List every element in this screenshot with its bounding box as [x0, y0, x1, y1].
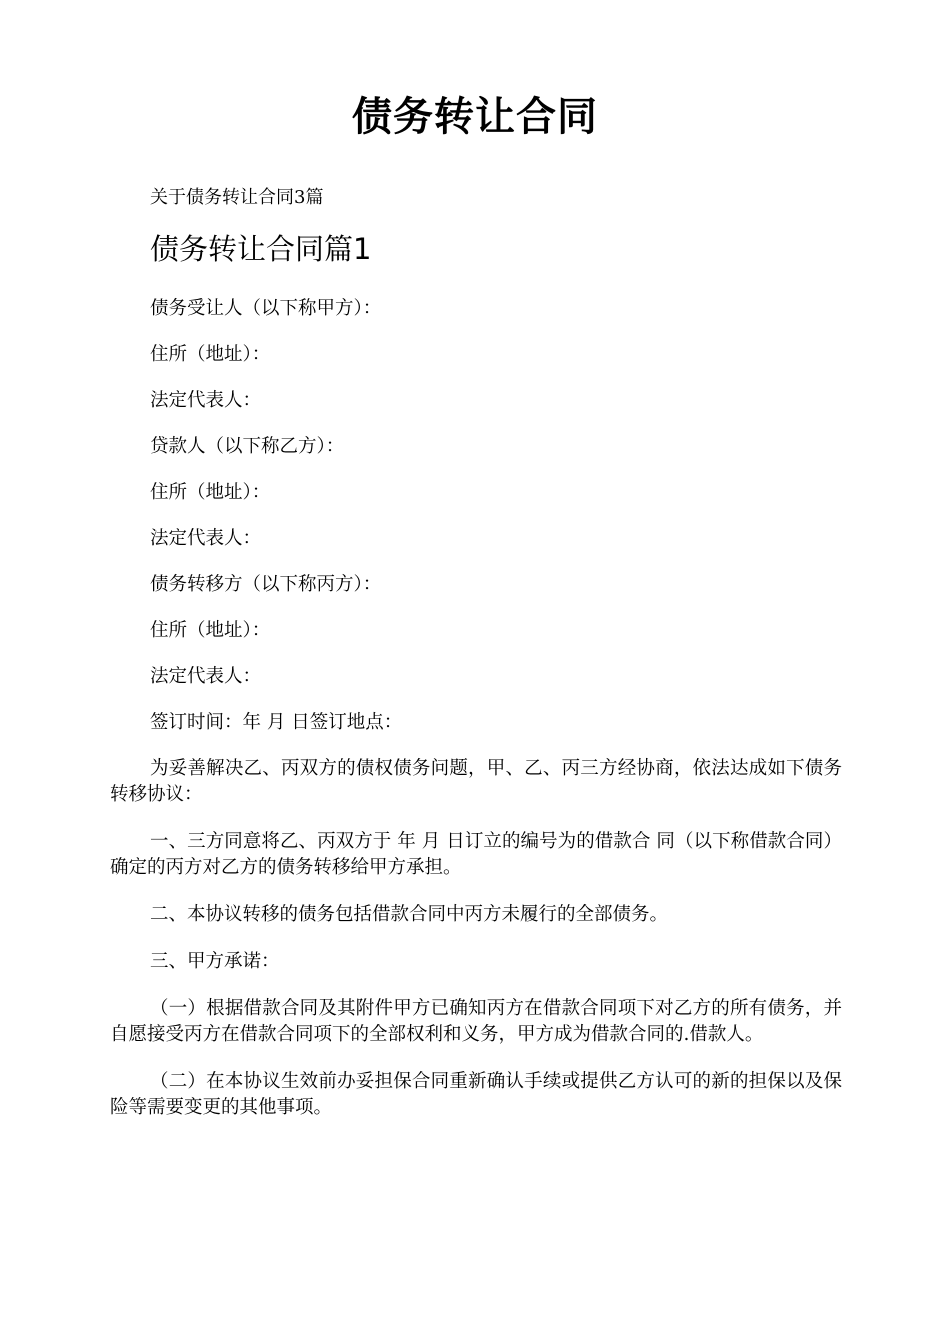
paragraph-clause-3: 三、甲方承诺：: [150, 951, 280, 972]
field-transferor-address: 住所（地址）：: [150, 620, 271, 641]
document-subtitle: 关于债务转让合同3篇: [150, 187, 324, 208]
document-body: [110, 296, 842, 1142]
field-transferee: 债务受让人（以下称甲方）：: [150, 298, 382, 319]
document-title: 债务转让合同: [352, 94, 598, 140]
field-lender-address: 住所（地址）：: [150, 482, 271, 503]
section-heading: 债务转让合同篇1: [150, 232, 372, 266]
paragraph-clause-3-2: （二）在本协议生效前办妥担保合同重新确认手续或提供乙方认可的新的担保以及保险等需要变更的其他事项。: [110, 1071, 842, 1118]
field-transferee-representative: 法定代表人：: [150, 390, 262, 411]
field-transferor-representative: 法定代表人：: [150, 666, 262, 687]
field-lender-representative: 法定代表人：: [150, 528, 262, 549]
paragraph-clause-2: 二、本协议转移的债务包括借款合同中丙方未履行的全部债务。: [150, 904, 669, 925]
field-lender: 贷款人（以下称乙方）：: [150, 436, 345, 457]
paragraph-clause-1: 一、三方同意将乙、丙双方于 年 月 日订立的编号为的借款合 同（以下称借款合同）确定的丙方对乙方的债务转移给甲方承担。: [110, 831, 842, 878]
field-signing-info: 签订时间：年 月 日签订地点：: [150, 712, 403, 733]
field-transferee-address: 住所（地址）：: [150, 344, 271, 365]
paragraph-clause-3-1: （一）根据借款合同及其附件甲方已确知丙方在借款合同项下对乙方的所有债务，并自愿接受丙方在借款合同项下的全部权利和义务，甲方成为借款合同的.借款人。: [110, 998, 842, 1045]
field-transferor: 债务转移方（以下称丙方）：: [150, 574, 382, 595]
paragraph-preamble: 为妥善解决乙、丙双方的债权债务问题，甲、乙、丙三方经协商，依法达成如下债务转移协议：: [110, 758, 842, 805]
